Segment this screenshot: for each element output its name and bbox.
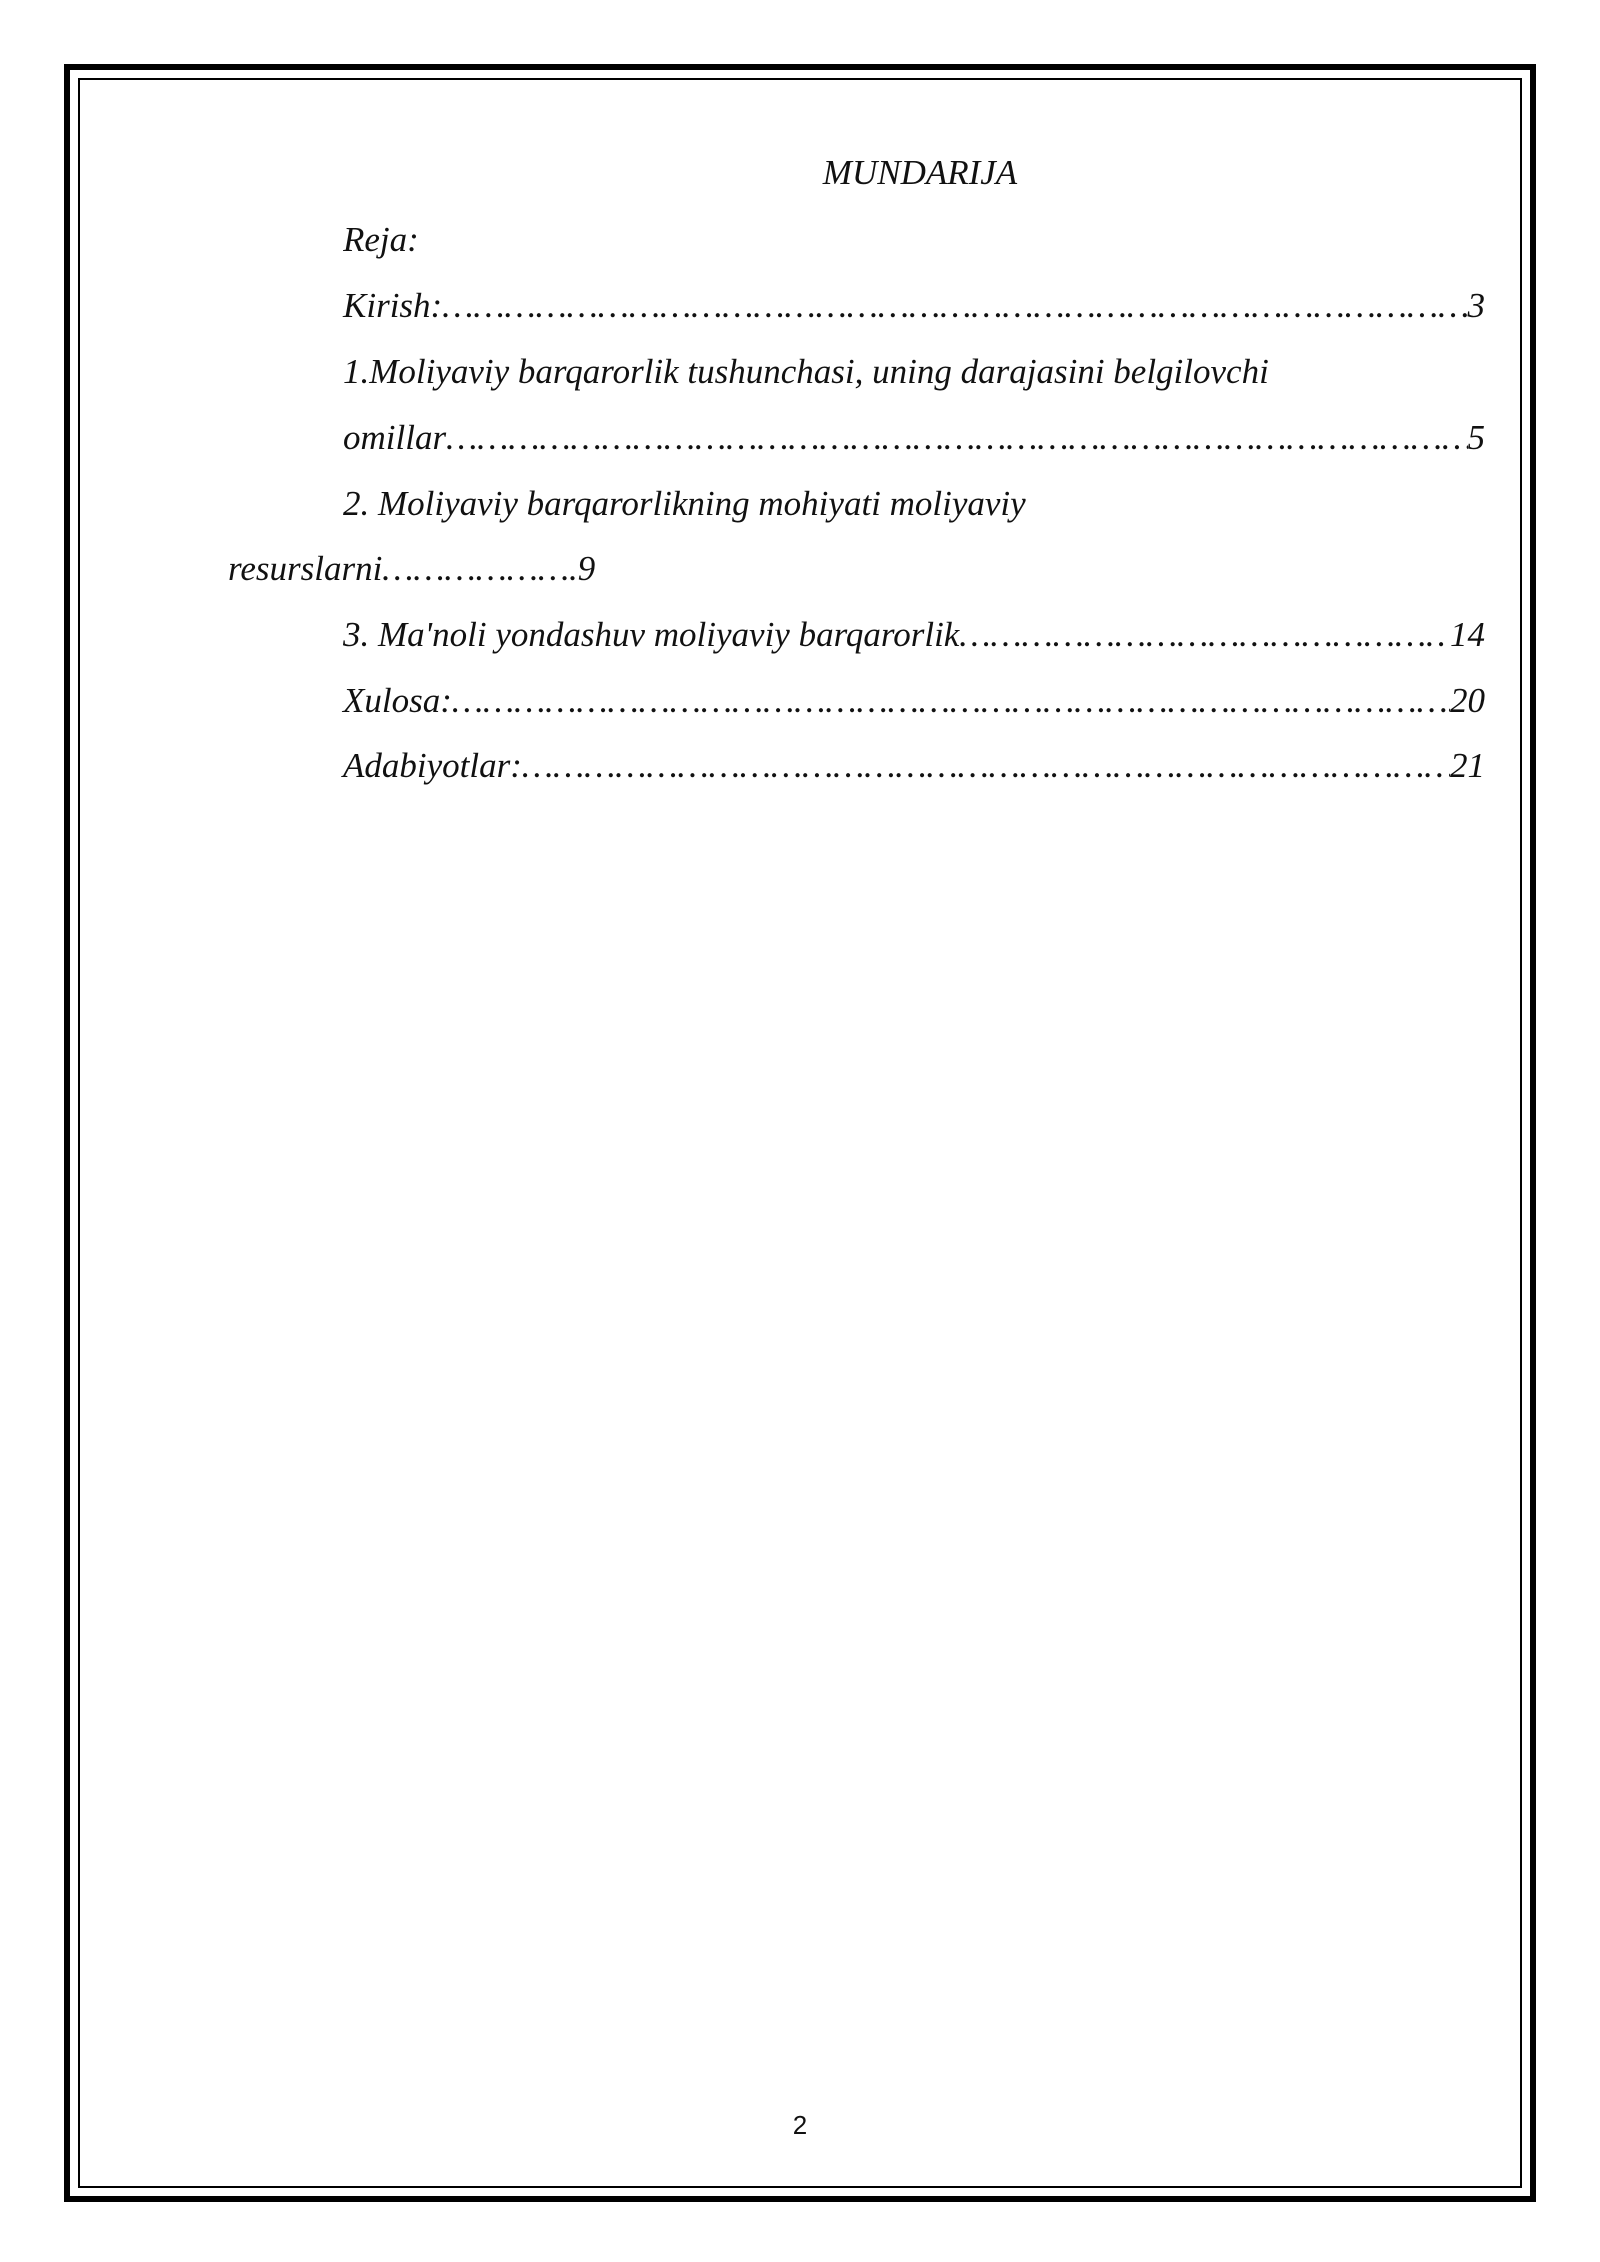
- toc-entry-introduction[interactable]: [343, 286, 1485, 326]
- toc-entry-page: 20: [1450, 681, 1485, 720]
- toc-entry-label: Adabiyotlar:: [343, 746, 522, 785]
- toc-entry-label: 3. Ma'noli yondashuv moliyaviy barqarorlik: [343, 615, 960, 654]
- toc-entry-page: 5: [1467, 418, 1485, 457]
- toc-entry-page: 3: [1467, 286, 1485, 325]
- toc-dot-leader: [452, 681, 1450, 721]
- toc-dot-leader: [959, 615, 1450, 655]
- toc-dot-leader: [522, 746, 1450, 786]
- toc-entry-page: 14: [1450, 615, 1485, 654]
- toc-dot-leader: ………………: [382, 549, 570, 588]
- toc-entry-label: omillar: [343, 418, 447, 457]
- toc-entry-1[interactable]: [343, 418, 1485, 458]
- toc-entry-label: Kirish:: [343, 286, 443, 325]
- toc-entry-3[interactable]: [343, 615, 1485, 655]
- toc-dot-leader: [446, 418, 1467, 458]
- toc-entry-label: Xulosa:: [343, 681, 452, 720]
- plan-label: Reja:: [343, 220, 419, 259]
- toc-entry-references[interactable]: [343, 746, 1485, 786]
- toc-entry-2-line1[interactable]: 2. Moliyaviy barqarorlikning mohiyati moliyaviy: [343, 484, 1026, 523]
- toc-entry-page: 21: [1450, 746, 1485, 785]
- toc-entry-label: resurslarni: [228, 549, 383, 588]
- page-number: 2: [792, 2110, 808, 2140]
- toc-dot-leader: [442, 286, 1467, 326]
- toc-entry-conclusion[interactable]: [343, 681, 1485, 721]
- toc-entry-1-line1[interactable]: 1.Moliyaviy barqarorlik tushunchasi, uning darajasini belgilovchi: [343, 352, 1269, 391]
- page-border-inner: [78, 78, 1522, 2188]
- toc-entry-2[interactable]: [228, 549, 595, 589]
- toc-entry-page: .9: [569, 549, 596, 588]
- toc-title: MUNDARIJA: [822, 153, 1018, 192]
